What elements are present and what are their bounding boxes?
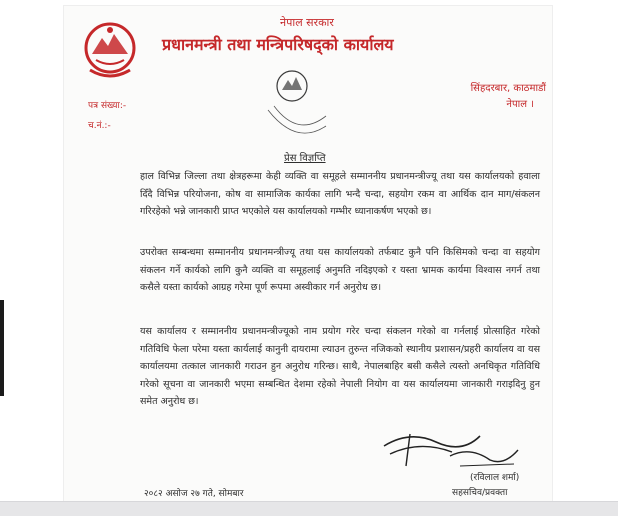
handwritten-signature-icon <box>380 426 522 474</box>
body-paragraph: यस कार्यालय र सम्माननीय प्रधानमन्त्रीज्यूको नाम प्रयोग गरेर चन्दा संकलन गरेको वा गर्नलाई प्रोत्साहित गरेको गतिविधि फेला परेमा यस्ता कार्यलाई कानुनी दायरामा ल्याउन तुरुन्त नजिकको स्थानीय प्रशासन/प्रहरी कार्यालय वा यस कार्यालयमा तत्काल जानकारी गराउन हुन अनुरोध गरिन्छ। साथै, नेपालबाहिर बसी कसैले त्यस्तो अनधिकृत गतिविधि गरेको सूचना वा जानकारी भएमा सम्बन्धित देशमा रहेको नेपाली नियोग वा यस कार्यालयमा जानकारी गराइदिनु हुन समेत अनुरोध छ। <box>140 326 540 408</box>
government-name: नेपाल सरकार <box>280 16 334 29</box>
issue-date: २०८२ असोज २७ गते, सोमबार <box>144 489 244 499</box>
reference-number-label: पत्र संख्या:- <box>88 101 127 111</box>
notice-title: प्रेस विज्ञप्ति <box>284 153 326 164</box>
location-line-2: नेपाल । <box>506 99 534 110</box>
scan-edge-mark <box>0 300 4 396</box>
nepal-emblem-icon <box>82 20 138 82</box>
document-page <box>64 6 552 515</box>
dispatch-number-label: च.नं.:- <box>88 121 111 131</box>
body-paragraph: उपरोक्त सम्बन्धमा सम्माननीय प्रधानमन्त्रीज्यू तथा यस कार्यालयको तर्फबाट कुनै पनि किसिमको चन्दा वा सहयोग संकलन गर्ने कार्यको लागि कुनै व्यक्ति वा समूहलाई अनुमति नदिइएको र यस्ता भ्रामक कार्यमा विश्वास नगर्न तथा कसैले यस्ता कार्यको आग्रह गरेमा पूर्ण रूपमा अस्वीकार गर्न अनुरोध छ। <box>140 247 540 294</box>
office-name: प्रधानमन्त्री तथा मन्त्रिपरिषद्‌को कार्यालय <box>162 35 394 54</box>
office-seal-icon <box>260 64 332 146</box>
body-paragraph: हाल विभिन्न जिल्ला तथा क्षेत्रहरूमा केही व्यक्ति वा समूहले सम्माननीय प्रधानमन्त्रीज्यू तथा यस कार्यालयको हवाला दिँदै विभिन्न परियोजना, कोष वा सामाजिक कार्यका लागि भन्दै चन्दा, सहयोग रकम वा आर्थिक दान माग/संकलन गरिरहेको भन्ने जानकारी प्राप्त भएकोले यस कार्यालयको गम्भीर ध्यानाकर्षण भएको छ। <box>140 171 540 218</box>
signatory-designation: सहसचिव/प्रवक्ता <box>452 488 508 498</box>
viewer-bottom-bar <box>0 501 618 516</box>
signatory-name: (रविलाल शर्मा) <box>470 473 520 483</box>
location-line-1: सिंहदरबार, काठमाडौं <box>470 83 546 94</box>
